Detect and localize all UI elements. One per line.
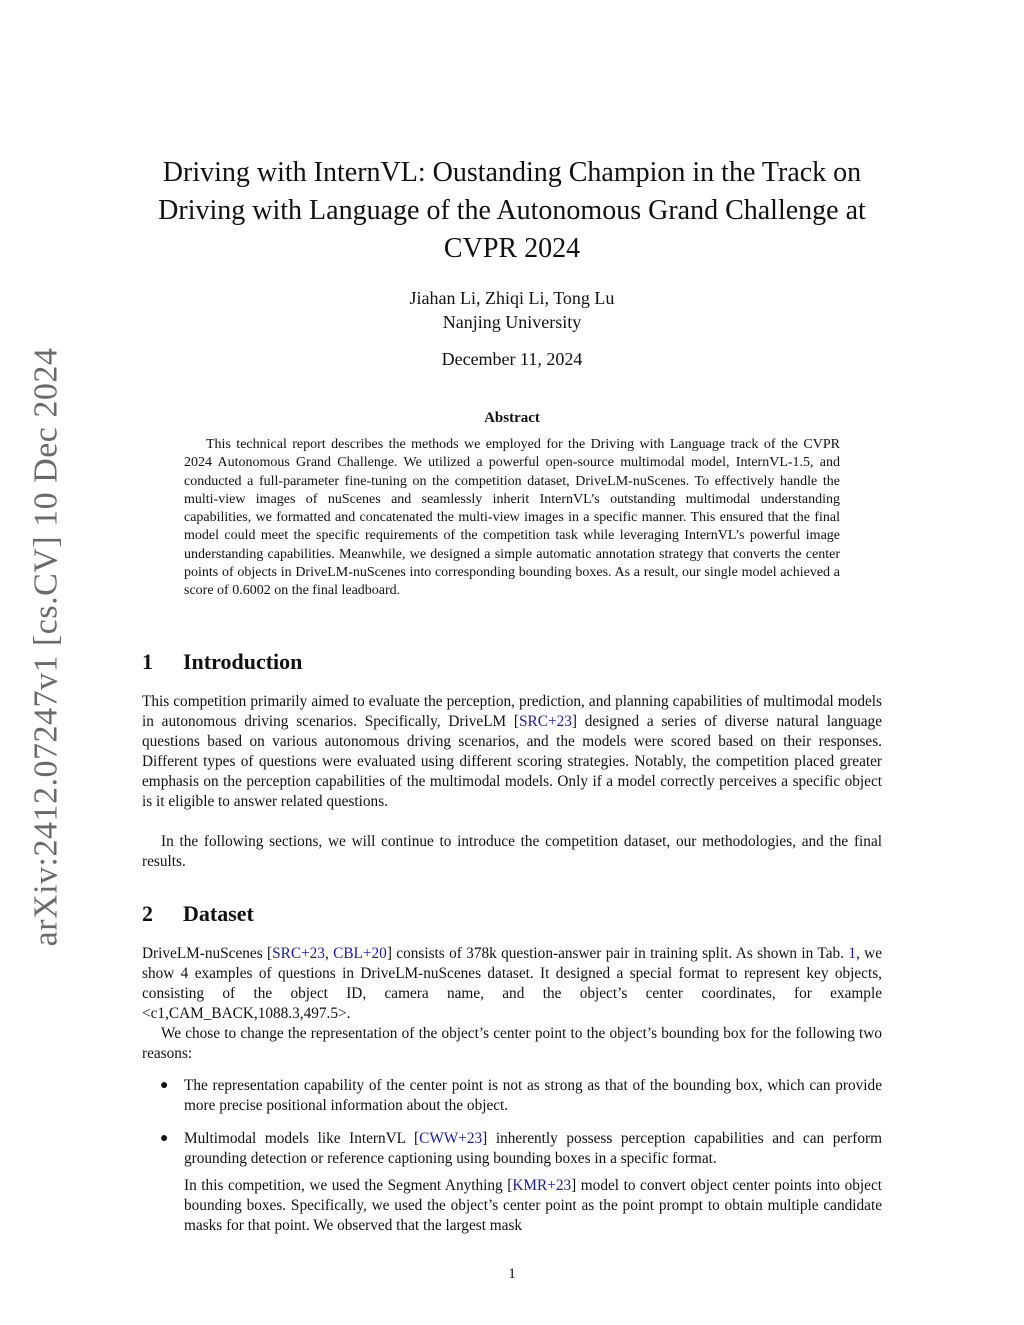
citation-separator: , [324, 945, 334, 962]
arxiv-identifier [20, 347, 72, 947]
title-line-3: CVPR 2024 [443, 233, 581, 264]
intro-text-b: ] designed a series of diverse natural language questions based on various autonomous driving scenarios, and the models were scored based on their responses. Different types of questions were evaluated using different scoring strategies. Notably, the competition placed greater emphasis on the perception capabilities of the multimodal models. Only if a model correctly perceives a specific object is it eligible to answer related questions. [142, 713, 882, 810]
dataset-text-a: DriveLM-nuScenes [ [142, 945, 273, 962]
intro-text-a: This competition primarily aimed to evaluate the perception, prediction, and planning capabilities of multimodal models in autonomous driving scenarios. Specifically, DriveLM [ [142, 693, 882, 730]
citation-src23[interactable]: SRC+23 [519, 713, 572, 730]
abstract-body: This technical report describes the methods we employed for the Driving with Language track of the CVPR 2024 Autonomous Grand Challenge. We utilized a powerful open-source multimodal model, InternVL-1.5, and conducted a full-parameter fine-tuning on the competition dataset, DriveLM-nuScenes. To effectively handle the multi-view images of nuScenes and seamlessly inherit InternVL’s outstanding multimodal understanding capabilities, we formatted and concatenated the multi-view images in a specific manner. This ensured that the final model could meet the specific requirements of the competition task while leveraging InternVL’s powerful image understanding capabilities. Meanwhile, we designed a simple automatic annotation strategy that converts the center points of objects in DriveLM-nuScenes into corresponding bounding boxes. As a result, our single model achieved a score of 0.6002 on the final leadboard. [184, 437, 840, 599]
paper-title [120, 154, 904, 268]
arxiv-id-text: arXiv:2412.07247v1 [cs.CV] 10 Dec 2024 [27, 347, 65, 947]
title-line-1: Driving with InternVL: Oustanding Champion in the Track on [162, 157, 862, 188]
citation-cbl20[interactable]: CBL+20 [333, 945, 387, 962]
affiliation: Nanjing University [442, 312, 582, 332]
bullet-icon: ● [160, 1078, 169, 1093]
list-item [160, 1076, 882, 1116]
bullet-2-text-a: Multimodal models like InternVL [ [184, 1130, 420, 1147]
abstract-heading: Abstract [484, 410, 540, 426]
dataset-paragraph-2: We chose to change the representation of the object’s center point to the object’s bounding box for the following two reasons: [142, 1025, 882, 1062]
table-reference[interactable]: 1 [848, 945, 856, 962]
page-number: 1 [508, 1266, 516, 1282]
dataset-paragraph-3 [184, 1176, 882, 1236]
citation-kmr23[interactable]: KMR+23 [512, 1177, 572, 1194]
bullet-1-text: The representation capability of the center point is not as strong as that of the bounding box, which can provide more precise positional information about the object. [184, 1077, 882, 1114]
dataset-paragraph-1 [142, 944, 882, 1024]
publication-date: December 11, 2024 [441, 349, 583, 369]
title-line-2: Driving with Language of the Autonomous Grand Challenge at [158, 195, 866, 226]
bullet-icon: ● [160, 1131, 169, 1146]
section-2-heading [142, 900, 254, 928]
dataset-text-c: , we show 4 examples of questions in DriveLM-nuScenes dataset. It designed a special format to represent key objects, consisting of the object ID, camera name, and the object’s center coordinates, for example <c1,CAM_BACK,1088.3,497.5>. [142, 945, 882, 1022]
citation-cww23[interactable]: CWW+23 [419, 1130, 483, 1147]
section-1-title: Introduction [183, 649, 303, 674]
bullet-2-text [184, 1129, 882, 1169]
dataset-p3-text-b: ] model to convert object center points into object bounding boxes. Specifically, we used the object’s center point as the point prompt to obtain multiple candidate masks for that point. We observed that the largest mask [184, 1177, 882, 1234]
dataset-text-b: ] consists of 378k question-answer pair in training split. As shown in Tab. [386, 945, 849, 962]
citation-src23[interactable]: SRC+23 [272, 945, 325, 962]
section-2-title: Dataset [183, 901, 254, 926]
section-1-number: 1 [142, 649, 153, 674]
authors: Jiahan Li, Zhiqi Li, Tong Lu [409, 288, 615, 308]
intro-paragraph-1 [142, 692, 882, 812]
bullet-2-text-b: ] inherently possess perception capabilities and can perform grounding detection or reference captioning using bounding boxes in a specific format. [184, 1130, 882, 1167]
intro-paragraph-2: In the following sections, we will continue to introduce the competition dataset, our methodologies, and the final results. [142, 833, 882, 870]
dataset-p3-text-a: In this competition, we used the Segment Anything [ [184, 1177, 513, 1194]
list-item [160, 1129, 882, 1169]
section-1-heading [142, 648, 302, 676]
section-2-number: 2 [142, 901, 153, 926]
